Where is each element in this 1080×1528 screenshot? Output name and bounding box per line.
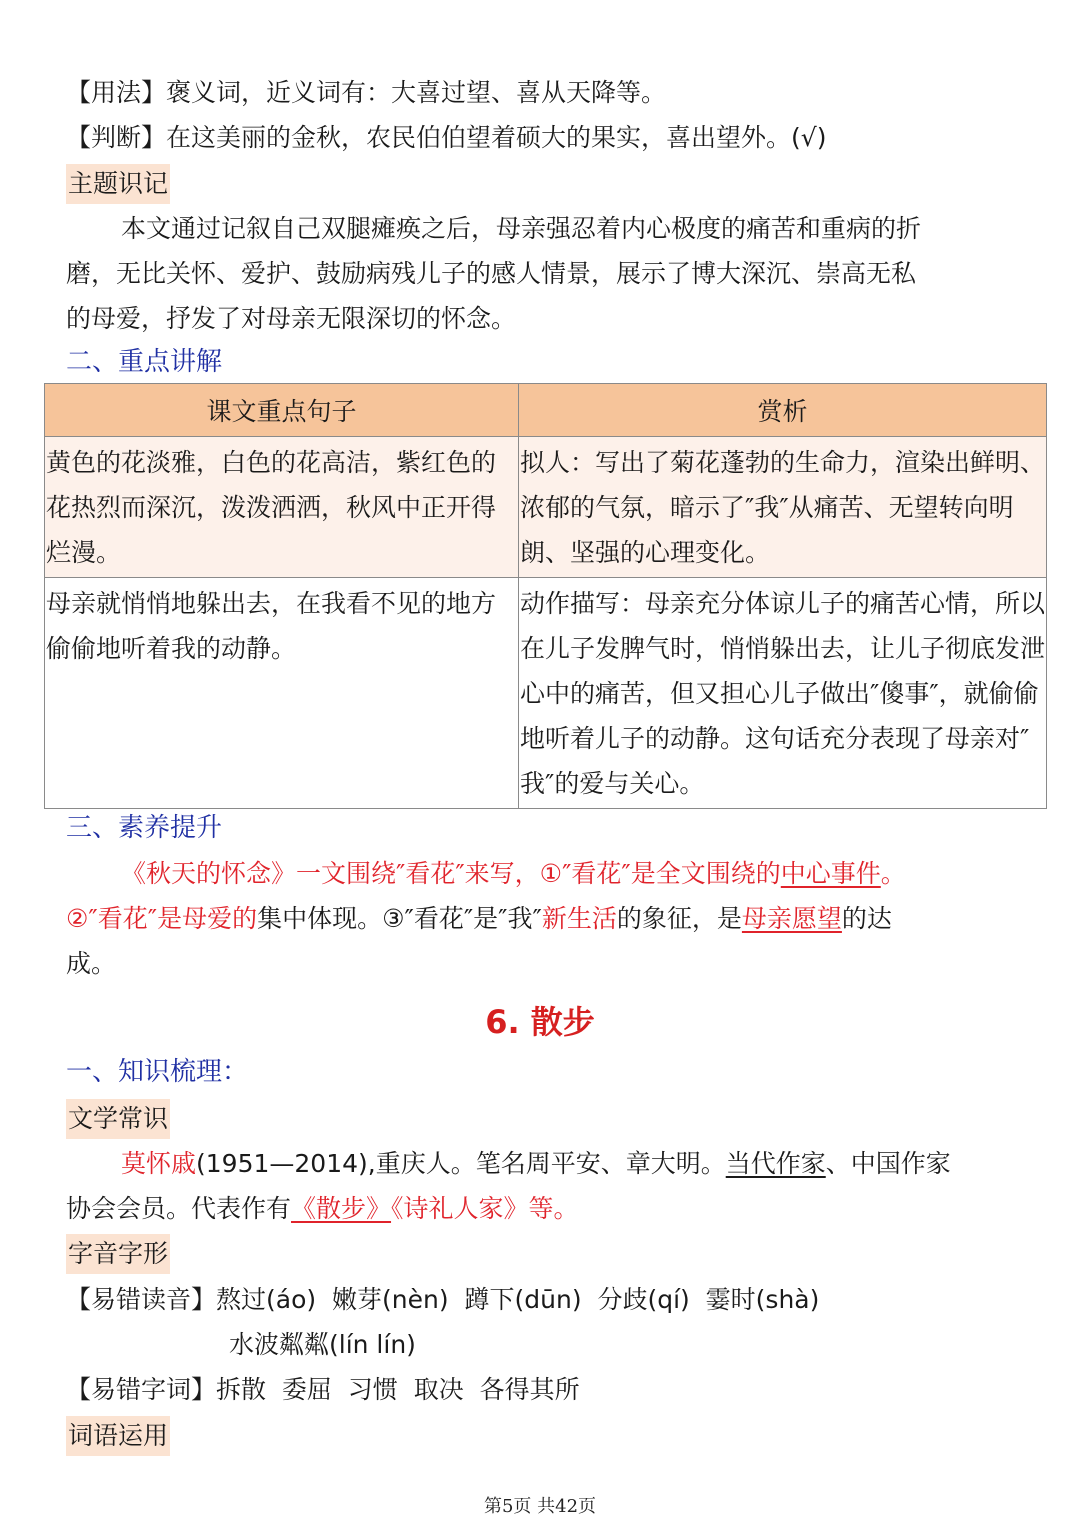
work-title: 《散步》 (291, 1194, 392, 1223)
literature-line (66, 1186, 579, 1231)
usage-label: 【用法】 (66, 78, 167, 107)
judge-line (66, 115, 826, 160)
section-heading-knowledge: 一、知识梳理： (66, 1057, 249, 1087)
judge-label: 【判断】 (66, 123, 167, 152)
judge-text: 在这美丽的金秋，农民伯伯望着硕大的果实，喜出望外。(√) (166, 123, 827, 152)
literature-tag-line (66, 1096, 170, 1141)
pronunciation-line (66, 1277, 819, 1322)
theme-tag-line (66, 161, 170, 206)
usage-line (66, 70, 666, 115)
table-row (45, 437, 1047, 578)
literacy-red-text: ②″看花″是母爱的 (66, 904, 258, 933)
pronunciation-line: 水波粼粼(lín lín) (229, 1330, 416, 1359)
word-usage-tag: 词语运用 (66, 1416, 170, 1456)
key-sentences-table (44, 383, 1047, 809)
literacy-text: 集中体现。③″看花″是″我″ (257, 904, 542, 933)
section-heading-literacy: 三、素养提升 (66, 813, 223, 843)
literacy-text: 的达 (841, 904, 892, 933)
literature-text: (1951—2014),重庆人。笔名周平安、章大明。 (196, 1149, 726, 1178)
pronunciation-tag: 字音字形 (66, 1234, 170, 1274)
table-cell-analysis: 拟人：写出了菊花蓬勃的生命力，渲染出鲜明、浓郁的气氛，暗示了″我″从痛苦、无望转向明朗、坚强的心理变化。 (519, 437, 1047, 578)
table-cell-sentence: 黄色的花淡雅，白色的花高洁，紫红色的花热烈而深沉，泼泼洒洒，秋风中正开得烂漫。 (45, 437, 519, 578)
wrong-words-line (66, 1367, 580, 1412)
wrong-words-label: 【易错字词】 (66, 1375, 217, 1404)
literacy-line (66, 851, 906, 896)
page-footer: 第5页 共42页 (483, 1496, 597, 1517)
literature-tag: 文学常识 (66, 1099, 170, 1139)
theme-tag: 主题识记 (66, 164, 170, 204)
literature-keyword: 当代作家 (725, 1149, 826, 1178)
author-name: 莫怀戚 (121, 1149, 197, 1178)
section-heading-key-points: 二、重点讲解 (66, 347, 223, 377)
pronunciation-label: 【易错读音】 (66, 1285, 217, 1314)
table-header-sentence: 课文重点句子 (45, 384, 519, 437)
table-row (45, 578, 1047, 809)
pronunciation-tag-line (66, 1231, 170, 1276)
literacy-red-text: 。 (880, 859, 906, 888)
theme-paragraph-line: 本文通过记叙自己双腿瘫痪之后，母亲强忍着内心极度的痛苦和重病的折 (121, 214, 922, 243)
table-cell-sentence: 母亲就悄悄地躲出去，在我看不见的地方偷偷地听着我的动静。 (45, 578, 519, 809)
literacy-line: 成。 (66, 949, 117, 978)
literature-text: 协会会员。代表作有 (66, 1194, 292, 1223)
literacy-keyword: 母亲愿望 (741, 904, 842, 933)
table-header-analysis: 赏析 (519, 384, 1047, 437)
literacy-keyword: 新生活 (541, 904, 617, 933)
usage-text: 褒义词，近义词有：大喜过望、喜从天降等。 (166, 78, 667, 107)
literacy-text: 的象征，是 (616, 904, 742, 933)
literacy-keyword: 中心事件 (780, 859, 881, 888)
theme-paragraph-line: 磨，无比关怀、爱护、鼓励病残儿子的感人情景，展示了博大深沉、崇高无私 (66, 259, 917, 288)
wrong-words-items: 拆散 委屈 习惯 取决 各得其所 (216, 1375, 580, 1404)
literacy-red-text: 《秋天的怀念》一文围绕″看花″来写，①″看花″是全文围绕的 (121, 859, 781, 888)
word-usage-tag-line (66, 1413, 170, 1458)
literature-text: 、中国作家 (825, 1149, 951, 1178)
literature-line (66, 1141, 951, 1186)
pronunciation-items: 熬过(áo) 嫩芽(nèn) 蹲下(dūn) 分歧(qí) 霎时(shà) (216, 1285, 820, 1314)
table-cell-analysis: 动作描写：母亲充分体谅儿子的痛苦心情，所以在儿子发脾气时，悄悄躲出去，让儿子彻底发泄心中的痛苦，但又担心儿子做出″傻事″，就偷偷地听着儿子的动静。这句话充分表现了母亲对″我″的爱与关心。 (519, 578, 1047, 809)
lesson-title: 6. 散步 (485, 1003, 595, 1041)
theme-paragraph-line: 的母爱，抒发了对母亲无限深切的怀念。 (66, 304, 517, 333)
literacy-line (66, 896, 892, 941)
work-title: 《诗礼人家》等。 (391, 1194, 579, 1223)
